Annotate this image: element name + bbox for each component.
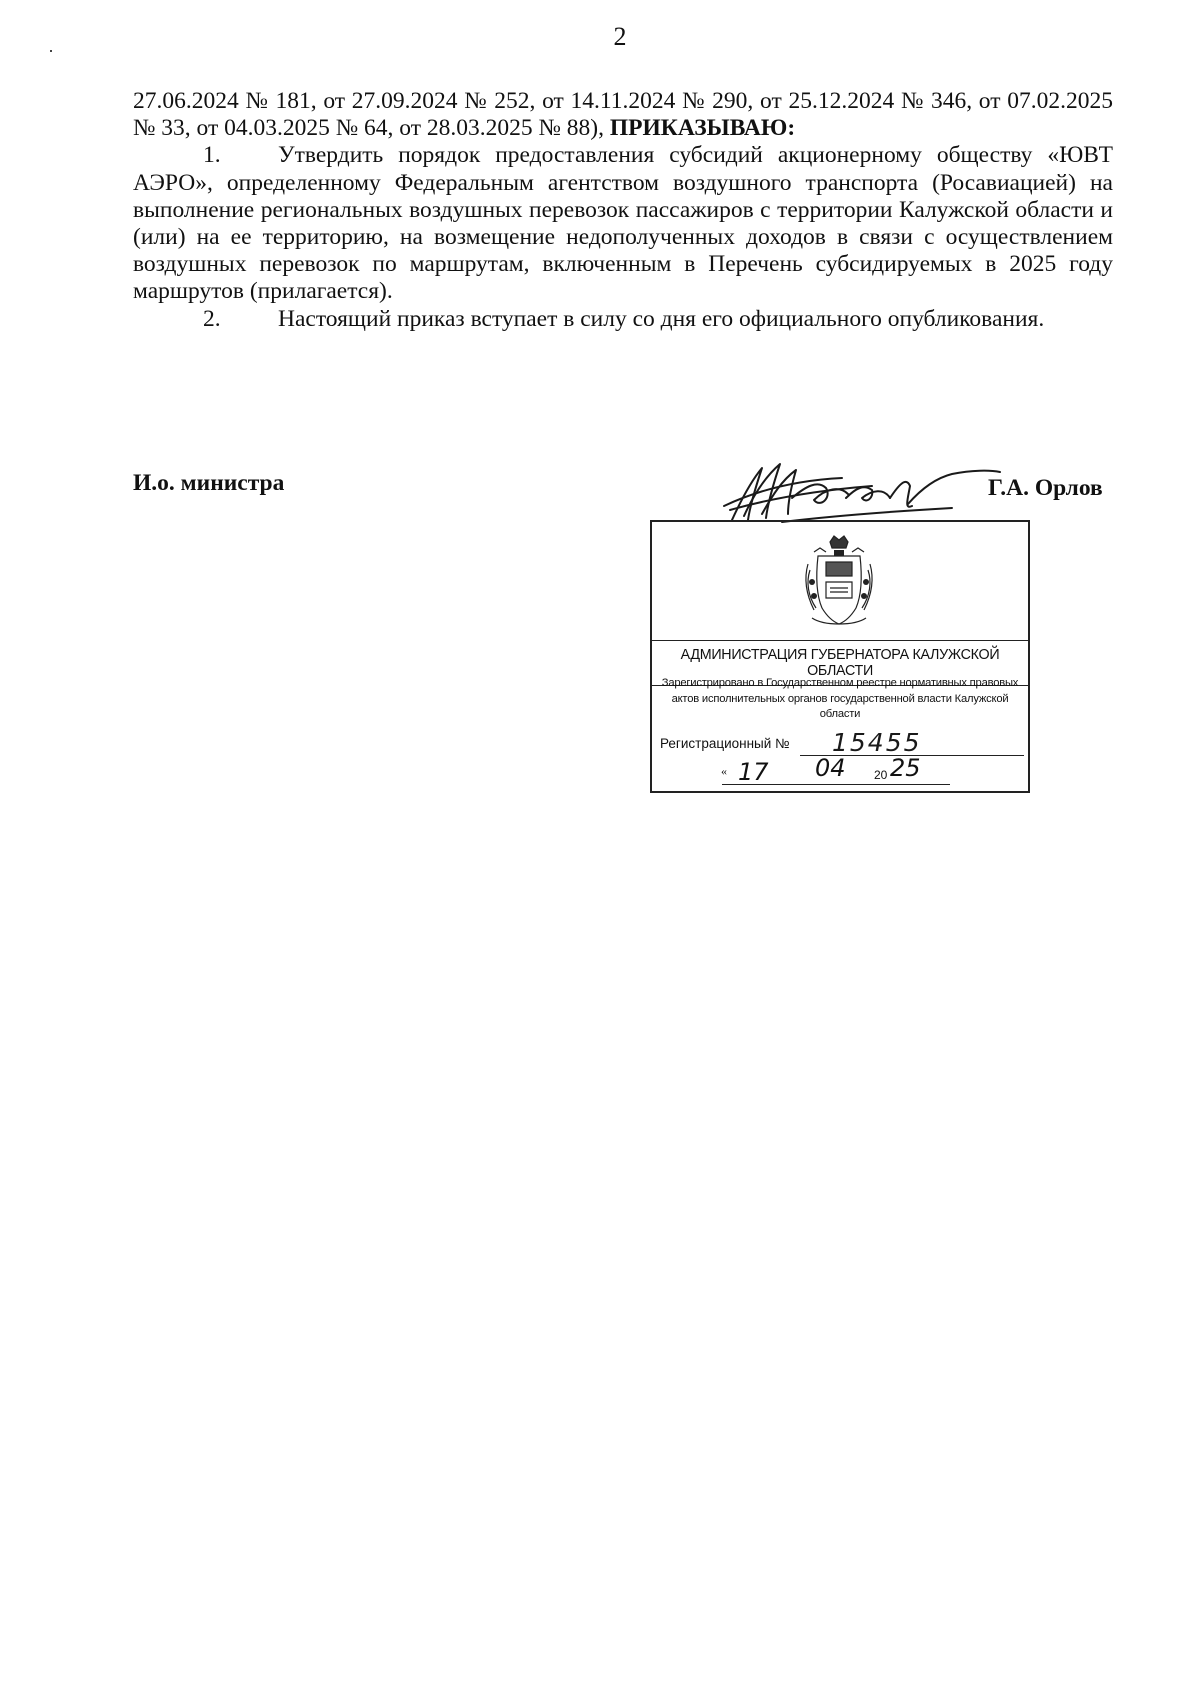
intro-text: 27.06.2024 № 181, от 27.09.2024 № 252, от 14.11.2024 № 290, от 25.12.2024 № 346, от 07.02.2025 № 33, от 04.03.2025 № 64, от 28.03.2025 № 88), <box>133 88 1113 142</box>
order-item-2 <box>133 306 1113 333</box>
stamp-body: Зарегистрировано в Государственном реестре нормативных правовых актов исполнительных органов государственной власти Калужской области <box>661 677 1019 720</box>
coat-of-arms-icon <box>800 534 878 630</box>
registration-month: 04 <box>815 754 846 782</box>
item-number: 2. <box>203 305 221 332</box>
page-number: 2 <box>613 22 627 51</box>
signer-title: И.о. министра <box>133 470 285 496</box>
registration-number: 15455 <box>832 728 922 757</box>
scan-speck <box>50 50 52 52</box>
order-item-1 <box>133 142 1113 305</box>
date-open-quote: « <box>721 764 727 778</box>
order-word: ПРИКАЗЫВАЮ: <box>609 115 796 142</box>
item-text: Настоящий приказ вступает в силу со дня его официального опубликования. <box>278 305 1045 332</box>
registration-stamp <box>650 520 1030 793</box>
intro-paragraph <box>133 88 1113 142</box>
registration-label: Регистрационный № <box>660 736 790 751</box>
handwritten-signature <box>722 458 1002 528</box>
stamp-header: АДМИНИСТРАЦИЯ ГУБЕРНАТОРА КАЛУЖСКОЙ ОБЛАСТИ <box>652 640 1028 686</box>
registration-day: 17 <box>738 758 769 786</box>
item-number: 1. <box>203 142 221 169</box>
item-text: Утвердить порядок предоставления субсидий акционерному обществу «ЮВТ АЭРО», определенному Федеральным агентством воздушного транспорта (Росавиацией) на выполнение региональных воздушных перевозок пассажиров с территории Калужской области и (или) на ее территорию, на возмещение недополученных доходов в связи с осуществлением воздушных перевозок по маршрутам, включенным в Перечень субсидируемых в 2025 году маршрутов (прилагается). <box>133 142 1113 305</box>
registration-year-prefix: 20 <box>874 768 888 782</box>
signer-name: Г.А. Орлов <box>988 475 1103 501</box>
registration-year-suffix: 25 <box>890 754 921 782</box>
document-body <box>133 88 1113 333</box>
